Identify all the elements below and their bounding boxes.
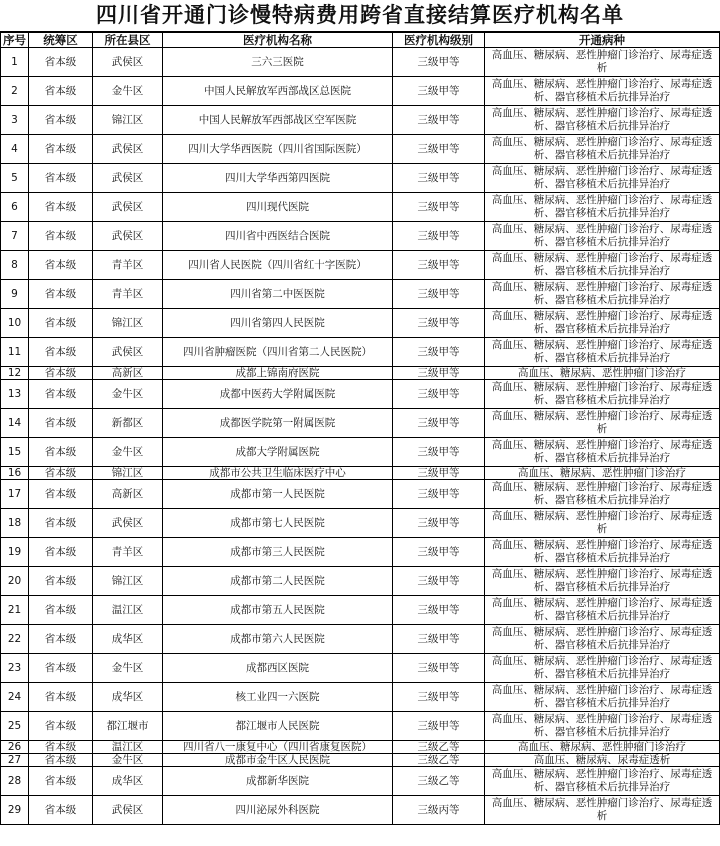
row-area: 省本级 xyxy=(29,135,93,164)
row-diseases: 高血压、糖尿病、恶性肿瘤门诊治疗、尿毒症透析、器官移植术后抗排异治疗 xyxy=(485,309,720,338)
row-area: 省本级 xyxy=(29,106,93,135)
row-county: 金牛区 xyxy=(93,438,163,467)
row-diseases: 高血压、糖尿病、恶性肿瘤门诊治疗、尿毒症透析、器官移植术后抗排异治疗 xyxy=(485,338,720,367)
row-level: 三级甲等 xyxy=(393,712,485,741)
row-level: 三级甲等 xyxy=(393,683,485,712)
table-row xyxy=(1,712,720,741)
row-level: 三级甲等 xyxy=(393,164,485,193)
row-area: 省本级 xyxy=(29,164,93,193)
row-level: 三级甲等 xyxy=(393,467,485,480)
row-number: 3 xyxy=(1,106,29,135)
table-row xyxy=(1,438,720,467)
table-header-row xyxy=(1,33,720,48)
row-number: 14 xyxy=(1,409,29,438)
table-row xyxy=(1,48,720,77)
row-county: 青羊区 xyxy=(93,538,163,567)
row-county: 武侯区 xyxy=(93,222,163,251)
table-row xyxy=(1,280,720,309)
row-level: 三级甲等 xyxy=(393,480,485,509)
table-body xyxy=(1,48,720,825)
row-number: 4 xyxy=(1,135,29,164)
row-county: 金牛区 xyxy=(93,77,163,106)
row-county: 温江区 xyxy=(93,596,163,625)
row-number: 15 xyxy=(1,438,29,467)
row-number: 26 xyxy=(1,741,29,754)
row-hospital-name: 成都上锦南府医院 xyxy=(163,367,393,380)
row-area: 省本级 xyxy=(29,567,93,596)
row-level: 三级甲等 xyxy=(393,438,485,467)
row-diseases: 高血压、糖尿病、恶性肿瘤门诊治疗、尿毒症透析、器官移植术后抗排异治疗 xyxy=(485,438,720,467)
row-county: 金牛区 xyxy=(93,380,163,409)
table-row xyxy=(1,767,720,796)
row-number: 11 xyxy=(1,338,29,367)
row-level: 三级甲等 xyxy=(393,280,485,309)
row-hospital-name: 成都大学附属医院 xyxy=(163,438,393,467)
row-hospital-name: 四川省八一康复中心（四川省康复医院） xyxy=(163,741,393,754)
row-level: 三级甲等 xyxy=(393,309,485,338)
row-diseases: 高血压、糖尿病、恶性肿瘤门诊治疗、尿毒症透析、器官移植术后抗排异治疗 xyxy=(485,222,720,251)
row-area: 省本级 xyxy=(29,48,93,77)
row-diseases: 高血压、糖尿病、恶性肿瘤门诊治疗、尿毒症透析 xyxy=(485,509,720,538)
row-number: 29 xyxy=(1,796,29,825)
table-row xyxy=(1,796,720,825)
row-diseases: 高血压、糖尿病、恶性肿瘤门诊治疗、尿毒症透析 xyxy=(485,48,720,77)
row-county: 成华区 xyxy=(93,683,163,712)
row-county: 高新区 xyxy=(93,480,163,509)
row-diseases: 高血压、糖尿病、恶性肿瘤门诊治疗、尿毒症透析、器官移植术后抗排异治疗 xyxy=(485,596,720,625)
table-row xyxy=(1,135,720,164)
row-number: 25 xyxy=(1,712,29,741)
row-area: 省本级 xyxy=(29,367,93,380)
row-level: 三级甲等 xyxy=(393,135,485,164)
row-diseases: 高血压、糖尿病、恶性肿瘤门诊治疗、尿毒症透析、器官移植术后抗排异治疗 xyxy=(485,251,720,280)
row-county: 武侯区 xyxy=(93,338,163,367)
row-hospital-name: 四川大学华西第四医院 xyxy=(163,164,393,193)
header-area: 统筹区 xyxy=(29,33,93,48)
table-row xyxy=(1,251,720,280)
table-row xyxy=(1,538,720,567)
row-area: 省本级 xyxy=(29,654,93,683)
header-level: 医疗机构级别 xyxy=(393,33,485,48)
row-number: 1 xyxy=(1,48,29,77)
row-county: 成华区 xyxy=(93,767,163,796)
row-hospital-name: 成都市公共卫生临床医疗中心 xyxy=(163,467,393,480)
table-row xyxy=(1,106,720,135)
table-row xyxy=(1,754,720,767)
row-level: 三级甲等 xyxy=(393,222,485,251)
row-hospital-name: 成都市第七人民医院 xyxy=(163,509,393,538)
row-number: 16 xyxy=(1,467,29,480)
row-county: 武侯区 xyxy=(93,48,163,77)
row-number: 7 xyxy=(1,222,29,251)
row-area: 省本级 xyxy=(29,409,93,438)
row-diseases: 高血压、糖尿病、恶性肿瘤门诊治疗、尿毒症透析 xyxy=(485,409,720,438)
table-row xyxy=(1,164,720,193)
hospital-table xyxy=(0,32,720,825)
row-diseases: 高血压、糖尿病、尿毒症透析 xyxy=(485,754,720,767)
row-county: 武侯区 xyxy=(93,135,163,164)
table-row xyxy=(1,683,720,712)
row-county: 武侯区 xyxy=(93,796,163,825)
row-area: 省本级 xyxy=(29,754,93,767)
row-hospital-name: 成都市金牛区人民医院 xyxy=(163,754,393,767)
row-level: 三级甲等 xyxy=(393,251,485,280)
row-level: 三级甲等 xyxy=(393,625,485,654)
row-hospital-name: 四川省人民医院（四川省红十字医院） xyxy=(163,251,393,280)
row-hospital-name: 都江堰市人民医院 xyxy=(163,712,393,741)
row-hospital-name: 中国人民解放军西部战区总医院 xyxy=(163,77,393,106)
row-diseases: 高血压、糖尿病、恶性肿瘤门诊治疗、尿毒症透析、器官移植术后抗排异治疗 xyxy=(485,280,720,309)
row-number: 9 xyxy=(1,280,29,309)
table-row xyxy=(1,625,720,654)
row-hospital-name: 四川省中西医结合医院 xyxy=(163,222,393,251)
row-diseases: 高血压、糖尿病、恶性肿瘤门诊治疗、尿毒症透析、器官移植术后抗排异治疗 xyxy=(485,625,720,654)
row-county: 高新区 xyxy=(93,367,163,380)
row-level: 三级甲等 xyxy=(393,654,485,683)
row-number: 22 xyxy=(1,625,29,654)
row-hospital-name: 成都中医药大学附属医院 xyxy=(163,380,393,409)
row-area: 省本级 xyxy=(29,467,93,480)
row-area: 省本级 xyxy=(29,309,93,338)
row-county: 锦江区 xyxy=(93,309,163,338)
header-county: 所在县区 xyxy=(93,33,163,48)
row-area: 省本级 xyxy=(29,193,93,222)
row-diseases: 高血压、糖尿病、恶性肿瘤门诊治疗、尿毒症透析、器官移植术后抗排异治疗 xyxy=(485,567,720,596)
row-level: 三级乙等 xyxy=(393,754,485,767)
row-number: 24 xyxy=(1,683,29,712)
row-diseases: 高血压、糖尿病、恶性肿瘤门诊治疗、尿毒症透析、器官移植术后抗排异治疗 xyxy=(485,654,720,683)
row-hospital-name: 四川大学华西医院（四川省国际医院） xyxy=(163,135,393,164)
row-county: 锦江区 xyxy=(93,467,163,480)
row-number: 8 xyxy=(1,251,29,280)
row-hospital-name: 成都市第一人民医院 xyxy=(163,480,393,509)
row-hospital-name: 四川省肿瘤医院（四川省第二人民医院） xyxy=(163,338,393,367)
row-diseases: 高血压、糖尿病、恶性肿瘤门诊治疗 xyxy=(485,741,720,754)
row-hospital-name: 成都西区医院 xyxy=(163,654,393,683)
table-row xyxy=(1,367,720,380)
row-number: 21 xyxy=(1,596,29,625)
row-county: 锦江区 xyxy=(93,567,163,596)
row-hospital-name: 四川泌尿外科医院 xyxy=(163,796,393,825)
row-diseases: 高血压、糖尿病、恶性肿瘤门诊治疗、尿毒症透析、器官移植术后抗排异治疗 xyxy=(485,380,720,409)
row-level: 三级甲等 xyxy=(393,338,485,367)
row-county: 温江区 xyxy=(93,741,163,754)
row-hospital-name: 成都市第六人民医院 xyxy=(163,625,393,654)
row-number: 23 xyxy=(1,654,29,683)
row-area: 省本级 xyxy=(29,712,93,741)
row-area: 省本级 xyxy=(29,438,93,467)
row-level: 三级乙等 xyxy=(393,741,485,754)
table-row xyxy=(1,380,720,409)
row-hospital-name: 三六三医院 xyxy=(163,48,393,77)
row-diseases: 高血压、糖尿病、恶性肿瘤门诊治疗、尿毒症透析、器官移植术后抗排异治疗 xyxy=(485,193,720,222)
table-row xyxy=(1,222,720,251)
row-hospital-name: 成都新华医院 xyxy=(163,767,393,796)
row-diseases: 高血压、糖尿病、恶性肿瘤门诊治疗、尿毒症透析、器官移植术后抗排异治疗 xyxy=(485,538,720,567)
row-county: 武侯区 xyxy=(93,509,163,538)
row-number: 27 xyxy=(1,754,29,767)
row-hospital-name: 成都市第二人民医院 xyxy=(163,567,393,596)
row-level: 三级甲等 xyxy=(393,193,485,222)
row-diseases: 高血压、糖尿病、恶性肿瘤门诊治疗、尿毒症透析、器官移植术后抗排异治疗 xyxy=(485,77,720,106)
row-diseases: 高血压、糖尿病、恶性肿瘤门诊治疗、尿毒症透析 xyxy=(485,796,720,825)
row-area: 省本级 xyxy=(29,625,93,654)
table-row xyxy=(1,567,720,596)
row-hospital-name: 成都医学院第一附属医院 xyxy=(163,409,393,438)
row-number: 20 xyxy=(1,567,29,596)
row-area: 省本级 xyxy=(29,538,93,567)
row-area: 省本级 xyxy=(29,480,93,509)
row-number: 13 xyxy=(1,380,29,409)
row-area: 省本级 xyxy=(29,741,93,754)
document-title: 四川省开通门诊慢特病费用跨省直接结算医疗机构名单 xyxy=(0,0,720,32)
row-hospital-name: 四川省第四人民医院 xyxy=(163,309,393,338)
row-area: 省本级 xyxy=(29,251,93,280)
table-row xyxy=(1,480,720,509)
row-diseases: 高血压、糖尿病、恶性肿瘤门诊治疗、尿毒症透析、器官移植术后抗排异治疗 xyxy=(485,712,720,741)
row-number: 19 xyxy=(1,538,29,567)
row-area: 省本级 xyxy=(29,77,93,106)
row-county: 金牛区 xyxy=(93,754,163,767)
row-diseases: 高血压、糖尿病、恶性肿瘤门诊治疗 xyxy=(485,367,720,380)
row-level: 三级甲等 xyxy=(393,380,485,409)
row-diseases: 高血压、糖尿病、恶性肿瘤门诊治疗、尿毒症透析、器官移植术后抗排异治疗 xyxy=(485,106,720,135)
table-row xyxy=(1,309,720,338)
row-level: 三级甲等 xyxy=(393,596,485,625)
row-level: 三级甲等 xyxy=(393,509,485,538)
table-row xyxy=(1,77,720,106)
row-level: 三级甲等 xyxy=(393,409,485,438)
row-area: 省本级 xyxy=(29,380,93,409)
row-hospital-name: 成都市第五人民医院 xyxy=(163,596,393,625)
row-level: 三级甲等 xyxy=(393,567,485,596)
row-level: 三级甲等 xyxy=(393,538,485,567)
header-diseases: 开通病种 xyxy=(485,33,720,48)
row-number: 5 xyxy=(1,164,29,193)
row-county: 新都区 xyxy=(93,409,163,438)
table-row xyxy=(1,467,720,480)
row-diseases: 高血压、糖尿病、恶性肿瘤门诊治疗、尿毒症透析、器官移植术后抗排异治疗 xyxy=(485,135,720,164)
row-county: 成华区 xyxy=(93,625,163,654)
row-number: 28 xyxy=(1,767,29,796)
row-number: 18 xyxy=(1,509,29,538)
row-hospital-name: 四川省第二中医医院 xyxy=(163,280,393,309)
row-level: 三级丙等 xyxy=(393,796,485,825)
table-row xyxy=(1,741,720,754)
row-diseases: 高血压、糖尿病、恶性肿瘤门诊治疗 xyxy=(485,467,720,480)
row-area: 省本级 xyxy=(29,796,93,825)
table-row xyxy=(1,596,720,625)
header-no: 序号 xyxy=(1,33,29,48)
header-hospital-name: 医疗机构名称 xyxy=(163,33,393,48)
row-diseases: 高血压、糖尿病、恶性肿瘤门诊治疗、尿毒症透析、器官移植术后抗排异治疗 xyxy=(485,164,720,193)
row-county: 锦江区 xyxy=(93,106,163,135)
table-row xyxy=(1,654,720,683)
row-diseases: 高血压、糖尿病、恶性肿瘤门诊治疗、尿毒症透析、器官移植术后抗排异治疗 xyxy=(485,683,720,712)
row-hospital-name: 四川现代医院 xyxy=(163,193,393,222)
row-level: 三级甲等 xyxy=(393,106,485,135)
row-diseases: 高血压、糖尿病、恶性肿瘤门诊治疗、尿毒症透析、器官移植术后抗排异治疗 xyxy=(485,480,720,509)
table-row xyxy=(1,338,720,367)
row-county: 青羊区 xyxy=(93,280,163,309)
row-hospital-name: 核工业四一六医院 xyxy=(163,683,393,712)
row-level: 三级甲等 xyxy=(393,48,485,77)
row-level: 三级甲等 xyxy=(393,77,485,106)
row-area: 省本级 xyxy=(29,222,93,251)
table-row xyxy=(1,409,720,438)
row-county: 都江堰市 xyxy=(93,712,163,741)
row-area: 省本级 xyxy=(29,767,93,796)
row-diseases: 高血压、糖尿病、恶性肿瘤门诊治疗、尿毒症透析、器官移植术后抗排异治疗 xyxy=(485,767,720,796)
row-county: 武侯区 xyxy=(93,164,163,193)
row-county: 青羊区 xyxy=(93,251,163,280)
row-area: 省本级 xyxy=(29,338,93,367)
row-area: 省本级 xyxy=(29,280,93,309)
row-level: 三级乙等 xyxy=(393,767,485,796)
row-county: 金牛区 xyxy=(93,654,163,683)
row-number: 12 xyxy=(1,367,29,380)
table-row xyxy=(1,193,720,222)
row-area: 省本级 xyxy=(29,683,93,712)
row-number: 17 xyxy=(1,480,29,509)
row-county: 武侯区 xyxy=(93,193,163,222)
row-area: 省本级 xyxy=(29,509,93,538)
row-hospital-name: 中国人民解放军西部战区空军医院 xyxy=(163,106,393,135)
row-hospital-name: 成都市第三人民医院 xyxy=(163,538,393,567)
row-number: 2 xyxy=(1,77,29,106)
row-area: 省本级 xyxy=(29,596,93,625)
row-level: 三级甲等 xyxy=(393,367,485,380)
table-row xyxy=(1,509,720,538)
row-number: 6 xyxy=(1,193,29,222)
row-number: 10 xyxy=(1,309,29,338)
